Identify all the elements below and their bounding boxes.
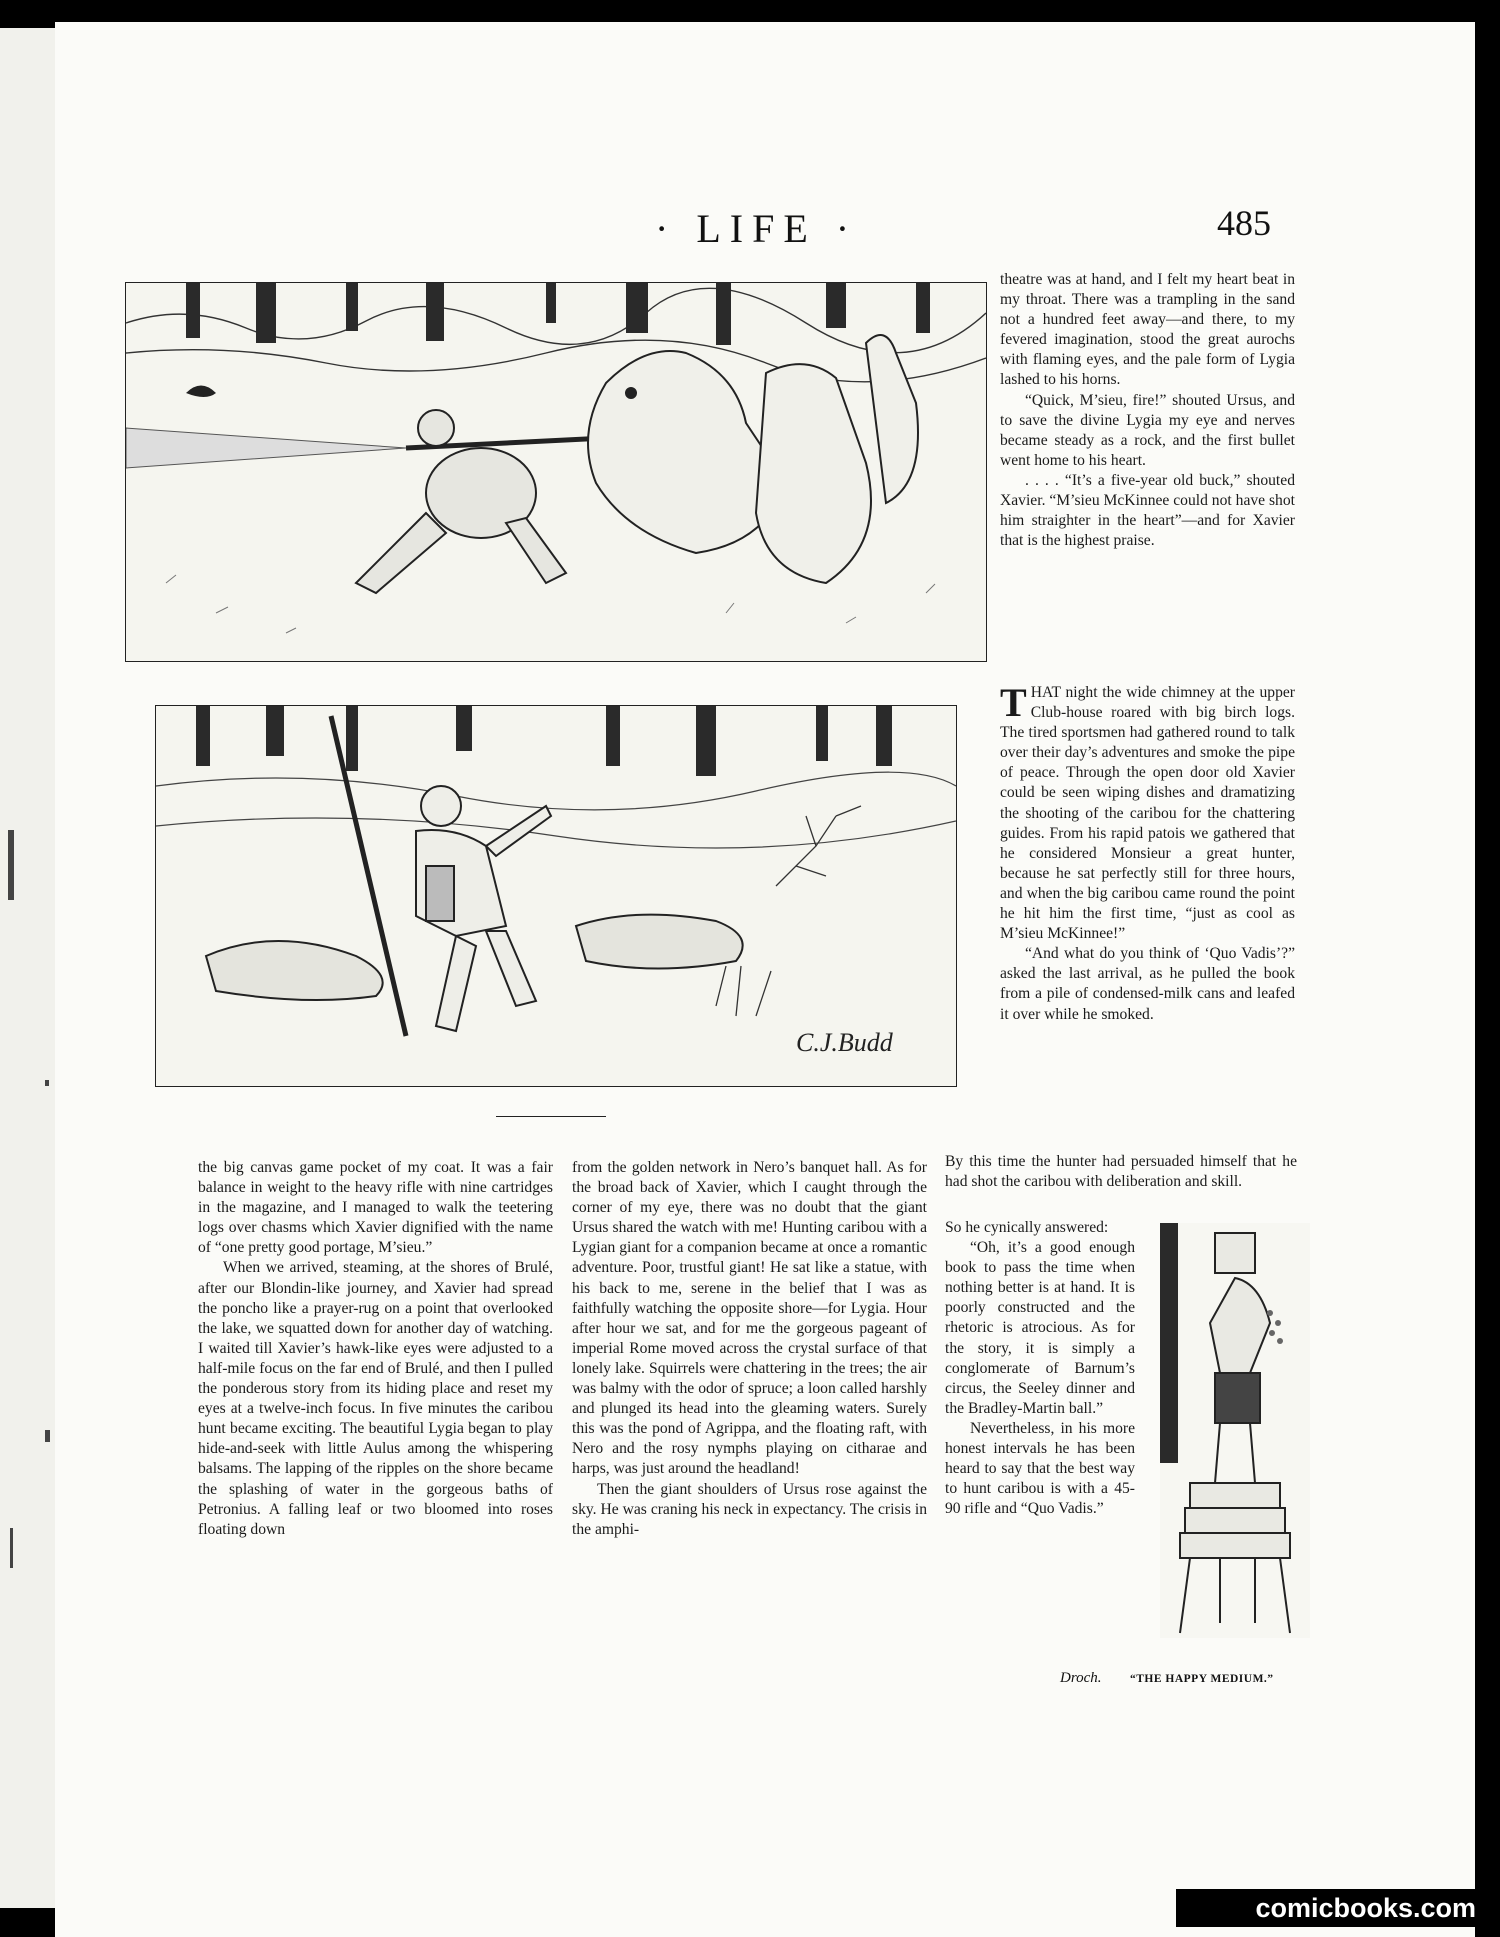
paragraph — [1000, 680, 1295, 944]
article-column-bottom-right-narrow — [945, 1218, 1135, 1519]
paragraph: the big canvas game pocket of my coat. It was a fair balance in weight to the heavy rifle with nine cartridges in the magazine, and I managed to walk the teetering logs over chasms which Xavier dignified with the name of “one pretty good portage, M’sieu.” — [198, 1159, 553, 1257]
article-column-middle-right — [1000, 680, 1295, 1025]
article-column-bottom-left — [198, 1158, 553, 1540]
paragraph: When we arrived, steaming, at the shores of Brulé, after our Blondin-like journey, and Xavier had spread the poncho like a prayer-rug on a point that overlooked the lake, we squatted down for another day of watching. I waited till Xavier’s hawk-like eyes were adjusted to a half-mile focus on the far end of Brulé, and then I pulled the ponderous story from its hiding place and reset my eyes at a twelve-inch focus. In five minutes the caribou hunt became exciting. The beautiful Lygia began to play hide-and-seek with little Aulus among the whispering balsams. The lapping of the ripples on the shore became the splashing of water in the gorgeous baths of Petronius. A falling leaf or two bloomed into roses floating down — [198, 1259, 553, 1538]
paragraph: theatre was at hand, and I felt my heart beat in my throat. There was a trampling in the sand not a hundred feet away—and there, to my fevered imagination, stood the great aurochs with flaming eyes, and the pale form of Lygia lashed to his horns. — [1000, 271, 1295, 389]
paragraph: “Oh, it’s a good enough book to pass the time when nothing better is at hand. It is poorly constructed and the rhetoric is atrocious. As for the story, it is simply a conglomerate of Barnum’s circus, the Seeley dinner and the Bradley-Martin ball.” — [945, 1239, 1135, 1417]
cartoon-caption: “THE HAPPY MEDIUM.” — [1130, 1673, 1274, 1685]
paragraph: from the golden network in Nero’s banquet hall. As for the broad back of Xavier, which I caught through the corner of my eye, there was no doubt that the giant Ursus shared the watch with me! Hunting caribou with a Lygian giant for a companion became at once a romantic adventure. Poor, trustful giant! He sat like a statue, with his back to me, serene in the belief that I was as faithfully watching the opposite shore—for Lygia. Hour after hour we sat, and for me the gorgeous pageant of imperial Rome moved across the crystal surface of that lonely lake. Squirrels were chattering in the trees; the air was balmy with the odor of spruce; a loon called harshly and plunged its head into the gleaming waters. Surely this was the pond of Agrippa, and the floating raft, with Nero and the rosy nymphs playing on citharae and harps, was just around the headland! — [572, 1159, 927, 1478]
paragraph: “Quick, M’sieu, fire!” shouted Ursus, and to save the divine Lygia my eye and nerves became steady as a rock, and the first bullet went home to his heart. — [1000, 391, 1295, 469]
article-column-bottom-right-wide — [945, 1152, 1297, 1192]
site-watermark: comicbooks.com — [1176, 1889, 1482, 1927]
drop-cap: T — [1000, 680, 1027, 725]
page-number: 485 — [1217, 203, 1271, 243]
masthead: · LIFE · — [655, 206, 859, 251]
illustration-hunter-with-caribou — [155, 705, 957, 1087]
article-column-bottom-middle — [572, 1158, 927, 1540]
section-divider — [496, 1116, 606, 1117]
paragraph: . . . . “It’s a five-year old buck,” shouted Xavier. “M’sieu McKinnee could not have shot him straighter in the heart”—and for Xavier that is the highest praise. — [1000, 471, 1295, 550]
paragraph: Nevertheless, in his more honest intervals he has been heard to say that the best way to hunt caribou is with a 45-90 rifle and “Quo Vadis.” — [945, 1419, 1135, 1518]
svg-text:C.J.Budd: C.J.Budd — [796, 1028, 893, 1057]
paragraph: Then the giant shoulders of Ursus rose against the sky. He was craning his neck in expectancy. The crisis in the amphi- — [572, 1480, 927, 1538]
author-signature: Droch. — [1060, 1670, 1102, 1686]
paragraph: “And what do you think of ‘Quo Vadis’?” asked the last arrival, as he pulled the book from a pile of condensed-milk cans and leafed it over while he smoked. — [1000, 945, 1295, 1023]
illustration-hunter-and-animals — [125, 282, 987, 662]
paragraph: So he cynically answered: — [945, 1219, 1109, 1236]
paragraph: By this time the hunter had persuaded himself that he had shot the caribou with deliberation and skill. — [945, 1153, 1297, 1191]
adjacent-page-edge — [0, 28, 55, 1908]
cartoon-happy-medium — [1160, 1223, 1310, 1638]
article-column-top-right — [1000, 270, 1295, 551]
paragraph-text: HAT night the wide chimney at the upper Club-house roared with big birch logs. The tired sportsmen had gathered round to talk over their day’s adventures and smoke the pipe of peace. Through the open door old Xavier could be seen wiping dishes and dramatizing the shooting of the caribou for the chattering guides. From his rapid patois we gathered that he considered Monsieur a great hunter, because he sat perfectly still for three hours, and when the big caribou came round the point he hit him the first time, “just as cool as M’sieu McKinnee!” — [1000, 684, 1295, 943]
